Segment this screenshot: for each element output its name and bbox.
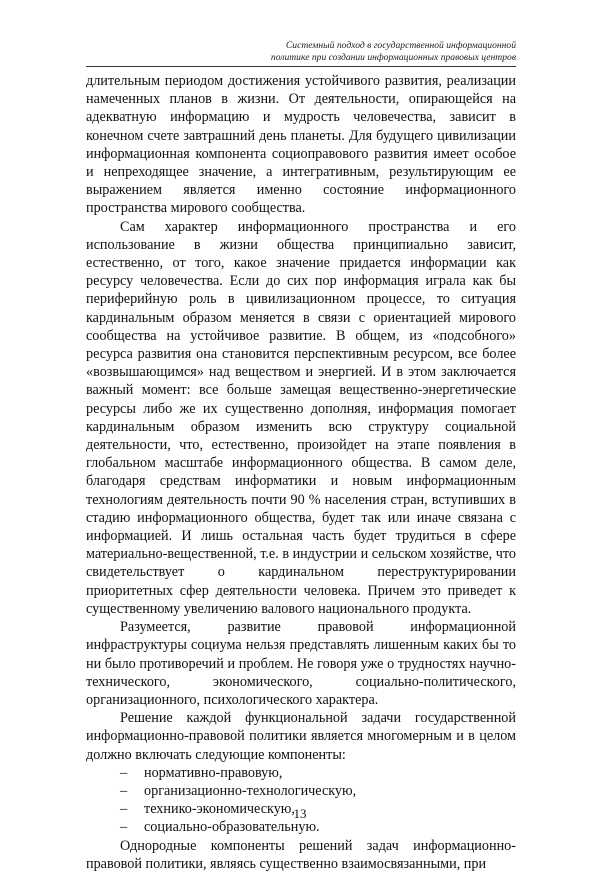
paragraph-3: Разумеется, развитие правовой информационной инфраструктуры социума нельзя представлять лишенным каких бы то ни было противоречий и проблем. Не говоря уже о трудностях научно-технического, экономического, социально-политического, организационного, психологического характера. — [86, 619, 516, 708]
list-item-text: нормативно-правовую, — [144, 764, 283, 781]
list-item-text: организационно-технологическую, — [144, 782, 357, 799]
list-item — [86, 764, 516, 782]
list-marker: – — [120, 782, 128, 799]
header-divider — [86, 66, 516, 67]
list-item-text: технико-экономическую, — [144, 801, 295, 818]
page-number: 13 — [293, 806, 307, 821]
list-marker: – — [120, 764, 128, 781]
paragraph-4: Решение каждой функциональной задачи государственной информационно-правовой политики является многомерным и в целом должно включать следующие компоненты: — [86, 710, 516, 763]
paragraph-2: Сам характер информационного пространства и его использование в жизни общества принципиально зависит, естественно, от того, какое значение придается информации как ресурсу человечества. Если до сих пор информация играла как бы периферийную роль в цивилизационном процессе, то ситуация кардинальным образом меняется в связи с ориентацией мирового сообщества на устойчивое развитие. В общем, из «подсобного» ресурса развития она становится перспективным ресурсом, все более «возвышающимся» над веществом и энергией. И в этом заключается важный момент: все больше замещая вещественно-энергетические ресурсы либо же их существенно дополняя, информация помогает кардинальным образом изменить всю структуру социальной деятельности, что, естественно, произойдет на этапе появления в глобальном масштабе информационного общества. В самом деле, благодаря средствам информатики и новым информационным технологиям деятельность почти 90 % населения стран, вступивших в стадию информационного общества, будет так или иначе связана с информацией. И лишь остальная часть будет трудиться в сфере материально-вещественной, т.е. в индустрии и сельском хозяйстве, что свидетельствует о кардинальном переструктурировании приоритетных сфер деятельности человека. Причем это приведет к существенному увеличению валового национального продукта. — [86, 218, 516, 617]
components-list — [86, 764, 516, 837]
body-text — [86, 72, 516, 873]
running-header-line-1: Системный подход в государственной информационной — [285, 40, 516, 51]
paragraph-1: длительным периодом достижения устойчивого развития, реализации намеченных планов в жизни. От деятельности, опирающейся на адекватную информацию и мудрость человечества, зависит в конечном счете завтрашний день планеты. Для будущего цивилизации информационная компонента социоправового развития имеет особое и непреходящее значение, а интегративным, результирующим ее выражением является именно состояние информационного пространства мирового сообщества. — [86, 73, 516, 217]
paragraph-5: Однородные компоненты решений задач информационно-правовой политики, являясь существенно взаимосвязанными, при — [86, 837, 516, 872]
running-header — [86, 40, 516, 64]
list-marker: – — [120, 801, 128, 818]
list-marker: – — [120, 819, 128, 836]
list-item-text: социально-образовательную. — [144, 819, 320, 836]
list-item — [86, 782, 516, 800]
running-header-line-2: политике при создании информационных правовых центров — [270, 52, 516, 63]
